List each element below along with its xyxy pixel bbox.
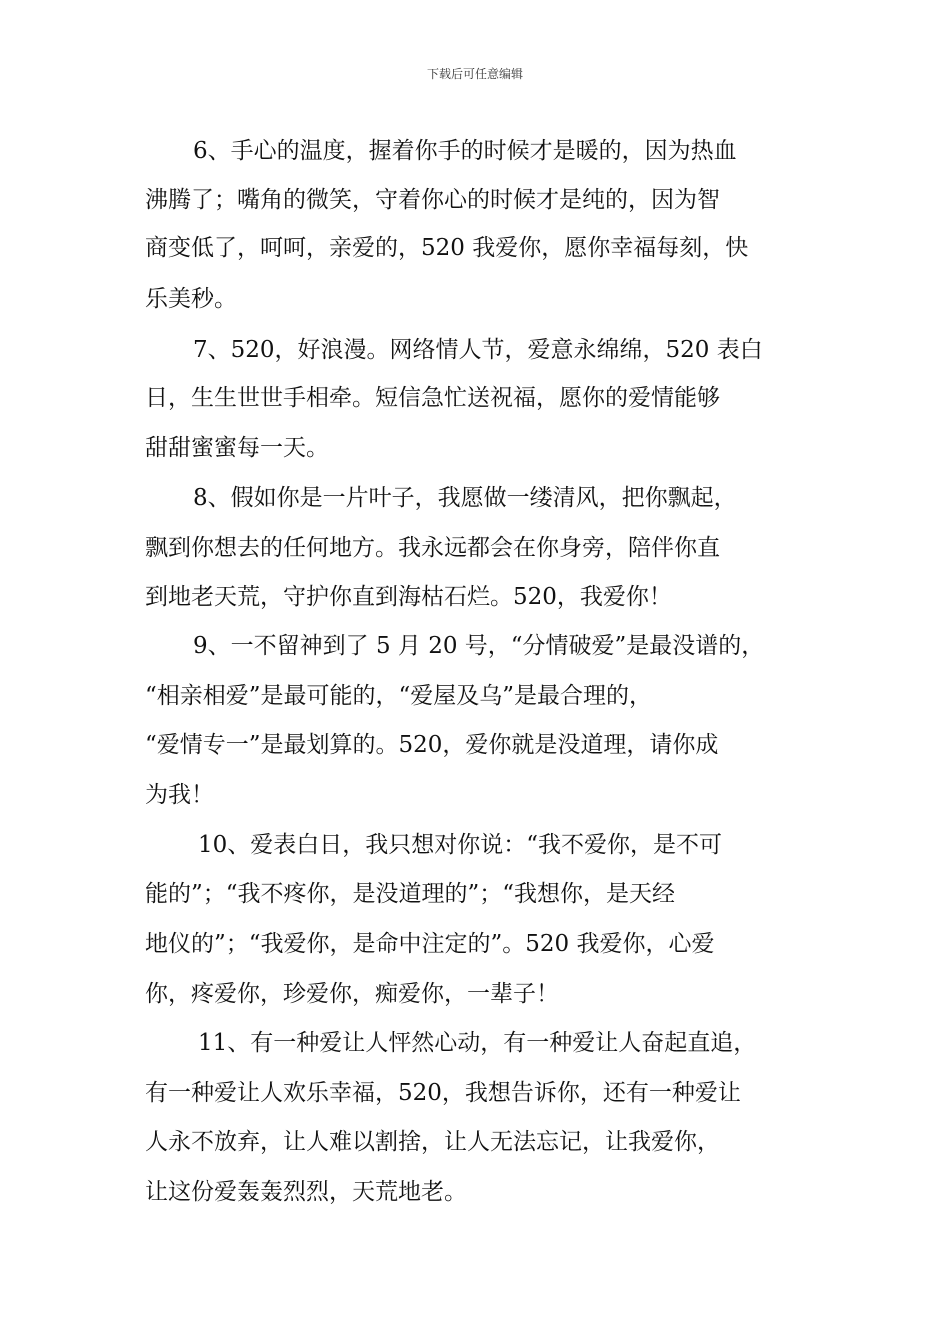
- paragraph-10-line-1: 10、爱表白日，我只想对你说：“我不爱你，是不可: [198, 832, 723, 858]
- paragraph-11-line-4: 让这份爱轰轰烈烈，天荒地老。: [145, 1179, 467, 1205]
- paragraph-6-line-3: 商变低了，呵呵，亲爱的，520 我爱你，愿你幸福每刻，快: [145, 235, 749, 261]
- paragraph-9-line-2: “相亲相爱”是最可能的，“爱屋及乌”是最合理的，: [145, 683, 653, 709]
- paragraph-8-line-2: 飘到你想去的任何地方。我永远都会在你身旁，陪伴你直: [145, 535, 720, 561]
- paragraph-9-line-1: 9、一不留神到了 5 月 20 号，“分情破爱”是最没谱的，: [193, 633, 765, 659]
- paragraph-9-line-3: “爱情专一”是最划算的。520，爱你就是没道理，请你成: [145, 732, 719, 758]
- paragraph-7-line-2: 日，生生世世手相牵。短信急忙送祝福，愿你的爱情能够: [145, 385, 720, 411]
- paragraph-9-line-4: 为我！: [145, 782, 214, 808]
- paragraph-10-line-3: 地仪的”；“我爱你，是命中注定的”。520 我爱你，心爱: [145, 931, 715, 957]
- paragraph-10-line-2: 能的”；“我不疼你，是没道理的”；“我想你，是天经: [145, 881, 676, 907]
- paragraph-11-line-3: 人永不放弃，让人难以割捨，让人无法忘记，让我爱你，: [145, 1129, 720, 1155]
- paragraph-7-line-1: 7、520，好浪漫。网络情人节，爱意永绵绵，520 表白: [193, 337, 763, 363]
- paragraph-10-line-4: 你，疼爱你，珍爱你，痴爱你，一辈子！: [145, 981, 559, 1007]
- paragraph-6-line-4: 乐美秒。: [145, 286, 237, 312]
- paragraph-8-line-3: 到地老天荒，守护你直到海枯石烂。520，我爱你！: [145, 584, 672, 610]
- paragraph-7-line-3: 甜甜蜜蜜每一天。: [145, 435, 329, 461]
- paragraph-11-line-1: 11、有一种爱让人怦然心动，有一种爱让人奋起直追，: [198, 1030, 757, 1056]
- paragraph-6-line-2: 沸腾了；嘴角的微笑，守着你心的时候才是纯的，因为智: [145, 187, 720, 213]
- paragraph-8-line-1: 8、假如你是一片叶子，我愿做一缕清风，把你飘起，: [193, 485, 737, 511]
- page-header: 下载后可任意编辑: [426, 67, 523, 81]
- paragraph-6-line-1: 6、手心的温度，握着你手的时候才是暖的，因为热血: [193, 138, 737, 164]
- paragraph-11-line-2: 有一种爱让人欢乐幸福，520，我想告诉你，还有一种爱让: [145, 1080, 741, 1106]
